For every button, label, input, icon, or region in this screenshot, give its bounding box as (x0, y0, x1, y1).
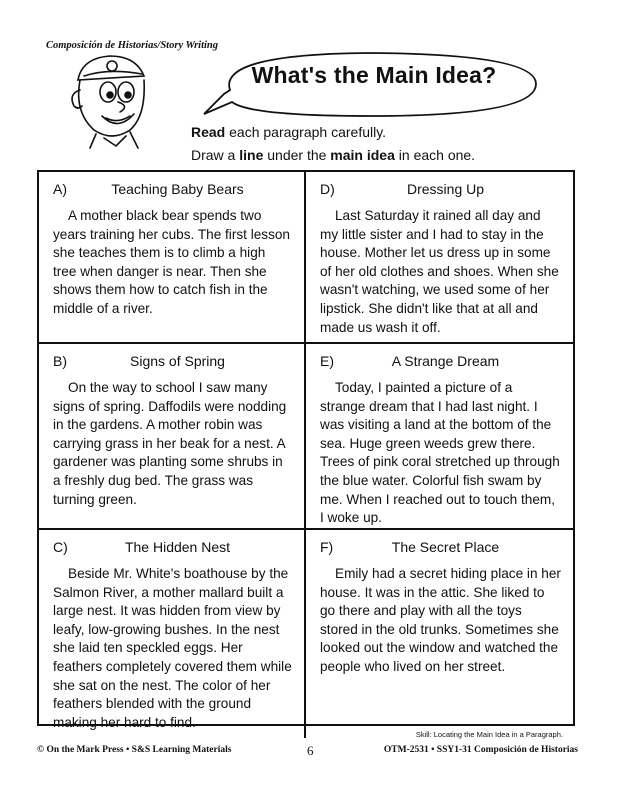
cell-paragraph: Beside Mr. White's boathouse by the Salmon River, a mother mallard built a large nest. It was hidden from view by leafy, low-growing bushes. In the nest she laid ten speckled eggs. Her feathers completely covered them while she sat on the nest. The color of her feathers blended with the ground making her hard to find. (53, 566, 292, 730)
page-title: What's the Main Idea? (251, 62, 497, 88)
paragraph-grid (37, 170, 575, 730)
paragraph-cell-e (306, 344, 573, 530)
cell-title: A Strange Dream (391, 353, 500, 369)
cell-paragraph: Emily had a secret hiding place in her house. It was in the attic. She liked to go there and play with all the toys stored in the old trunks. Sometimes she looked out the window and watched the people who lived on her street. (320, 566, 561, 674)
header-label: Composición de Historias/Story Writing (46, 40, 219, 51)
cell-paragraph: A mother black bear spends two years training her cubs. The first lesson she teaches them is to climb a high tree when danger is near. Then she shows them how to catch fish in the middle of a river. (53, 208, 290, 316)
cell-title: Dressing Up (406, 181, 485, 197)
instruction-line-1: Read each paragraph carefully. (191, 124, 387, 140)
skill-note: Skill: Locating the Main Idea in a Paragraph. (415, 730, 563, 739)
page-footer (37, 745, 578, 759)
boy-mascot-illustration (60, 50, 180, 150)
cell-paragraph: Last Saturday it rained all day and my little sister and I had to stay in the house. Mother let us dress up in some of her old clothes and shoes. When she wasn't watching, we used some of her lipstick. She didn't like that at all and made us wash it off. (320, 208, 559, 335)
cell-paragraph: Today, I painted a picture of a strange dream that I had last night. I was visiting a land at the bottom of the sea. Huge green weeds grew there. Trees of pink coral stretched up through the blue water. Colorful fish swam by me. When I reached out to touch them, I woke up. (320, 380, 560, 526)
footer-publisher: © On the Mark Press • S&S Learning Materials (37, 745, 232, 755)
paragraph-cell-a (39, 172, 306, 344)
cell-letter: E) (320, 353, 334, 369)
cell-title: Teaching Baby Bears (111, 181, 244, 197)
cell-letter: A) (53, 181, 67, 197)
cell-title: The Secret Place (391, 539, 500, 555)
cell-letter: D) (320, 181, 335, 197)
cell-letter: C) (53, 539, 68, 555)
page-number: 6 (307, 743, 314, 758)
cell-letter: B) (53, 353, 67, 369)
footer-code: OTM-2531 • SSY1-31 Composición de Historias (383, 745, 578, 755)
paragraph-cell-f (306, 530, 573, 738)
paragraph-cell-b (39, 344, 306, 530)
instruction-line-2: Draw a line under the main idea in each one. (191, 147, 476, 163)
cell-title: Signs of Spring (130, 353, 225, 369)
cell-title: The Hidden Nest (124, 539, 231, 555)
paragraph-cell-d (306, 172, 573, 344)
paragraph-cell-c (39, 530, 306, 738)
cell-paragraph: On the way to school I saw many signs of spring. Daffodils were nodding in the gardens. A mother robin was carrying grass in her beak for a nest. A gardener was planting some shrubs in a freshly dug bed. The grass was turning green. (53, 380, 287, 507)
cell-letter: F) (320, 539, 334, 555)
